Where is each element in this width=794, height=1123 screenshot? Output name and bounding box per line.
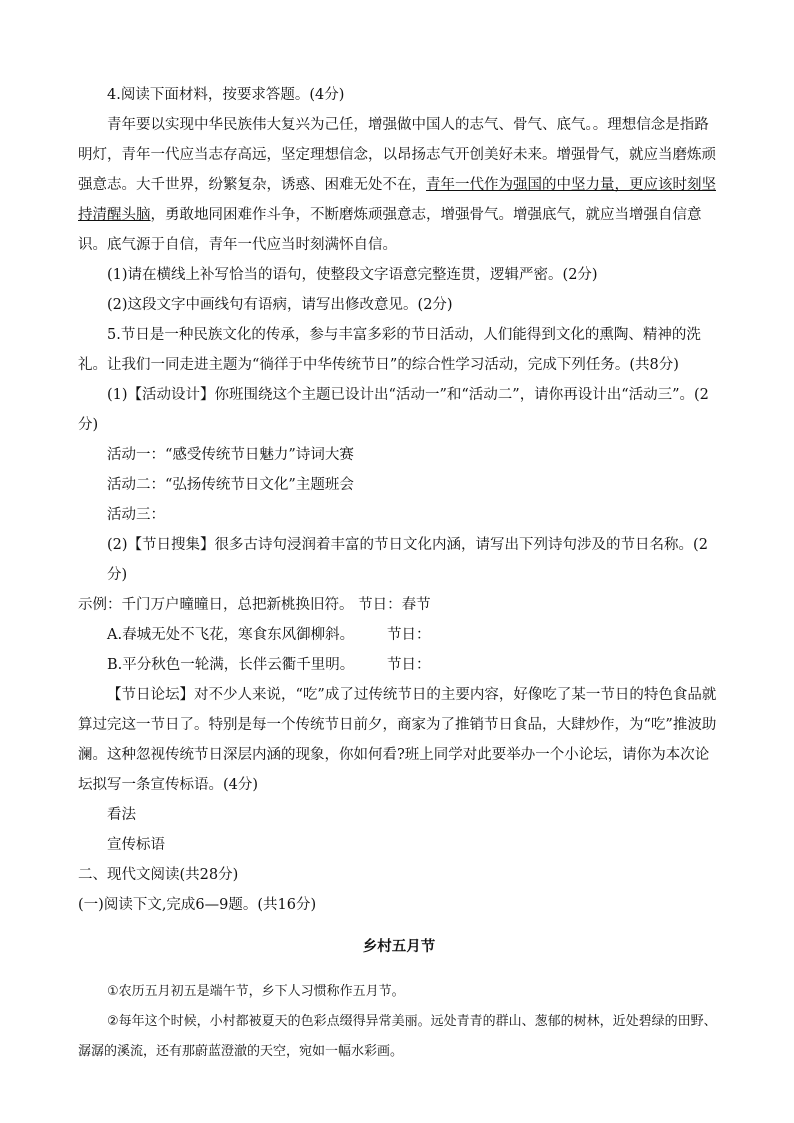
q5-example: 示例：千门万户曈曈日，总把新桃换旧符。 节日：春节 [78, 597, 431, 613]
q5-line-b-label: 节日： [387, 657, 431, 673]
q4-passage [78, 110, 720, 260]
q4-underlined-sentence: 青年一代作为强国的中坚力量，更应该时刻坚持清醒头脑 [78, 177, 716, 223]
q5-line-a-poem: A.春城无处不飞花，寒食东风御柳斜。 [107, 627, 355, 643]
q5-slogan-label: 宣传标语 [107, 837, 165, 853]
q5-line-b-poem: B.平分秋色一轮满，长伴云衢千里明。 [107, 657, 355, 673]
q5-activity2: 活动二：“弘扬传统节日文化”主题班会 [107, 477, 354, 493]
article-para1: ①农历五月初五是端午节，乡下人习惯称作五月节。 [107, 983, 405, 999]
q5-heading: 5.节日是一种民族文化的传承，参与丰富多彩的节日活动，人们能得到文化的熏陶、精神的洗礼。让我们一同走进主题为“徜徉于中华传统节日”的综合性学习活动，完成下列任务。(共8分) [78, 327, 701, 373]
q4-passage-part2: ，勇敢地同困难作斗争，不断磨炼顽强意志，增强骨气。增强底气，就应当增强自信意识。底气源于自信，青年一代应当时刻满怀自信。 [78, 207, 702, 253]
q4-sub1: (1)请在横线上补写恰当的语句，使整段文字语意完整连贯，逻辑严密。(2分) [107, 267, 598, 283]
section2-heading: 二、现代文阅读(共28分) [78, 867, 239, 883]
q5-activity1: 活动一：“感受传统节日魅力”诗词大赛 [107, 447, 354, 463]
q5-line-a [78, 620, 720, 650]
q5-activity3: 活动三： [107, 507, 165, 523]
q5-sub2: (2)【节日搜集】很多古诗句浸润着丰富的节日文化内涵，请写出下列诗句涉及的节日名称。(2分) [107, 537, 708, 583]
q4-passage-part1: 青年要以实现中华民族伟大复兴为己任，增强做中国人的志气、骨气、底气。。理想信念是指路明灯，青年一代应当志存高远，坚定理想信念，以昂扬志气开创美好未来。增强骨气，就应当磨炼顽强意志。大千世界，纷繁复杂，诱惑、困难无处不在， [78, 117, 716, 193]
exam-page [78, 80, 720, 1067]
q5-view-label: 看法 [107, 807, 136, 823]
article-title: 乡村五月节 [362, 938, 436, 955]
q5-sub1: (1)【活动设计】你班围绕这个主题已设计出“活动一”和“活动二”，请你再设计出“活动三”。(2分) [78, 387, 709, 433]
article-para2: ②每年这个时候，小村都被夏天的色彩点缀得异常美丽。远处青青的群山、葱郁的树林，近处碧绿的田野、潺潺的溪流，还有那蔚蓝澄澈的天空，宛如一幅水彩画。 [78, 1013, 717, 1059]
q4-sub2: (2)这段文字中画线句有语病，请写出修改意见。(2分) [107, 297, 453, 313]
q4-heading: 4.阅读下面材料，按要求答题。(4分) [107, 87, 345, 103]
q5-forum: 【节日论坛】对不少人来说，“吃”成了过传统节日的主要内容，好像吃了某一节日的特色食品就算过完这一节日了。特别是每一个传统节日前夕，商家为了推销节日食品，大肆炒作，为“吃”推波助澜。这种忽视传统节日深层内涵的现象，你如何看?班上同学对此要举办一个小论坛，请你为本次论坛拟写一条宣传标语。(4分) [78, 687, 717, 793]
q5-line-b [78, 650, 720, 680]
q5-line-a-label: 节日： [387, 627, 431, 643]
section2-subheading: (一)阅读下文,完成6—9题。(共16分) [78, 897, 317, 913]
